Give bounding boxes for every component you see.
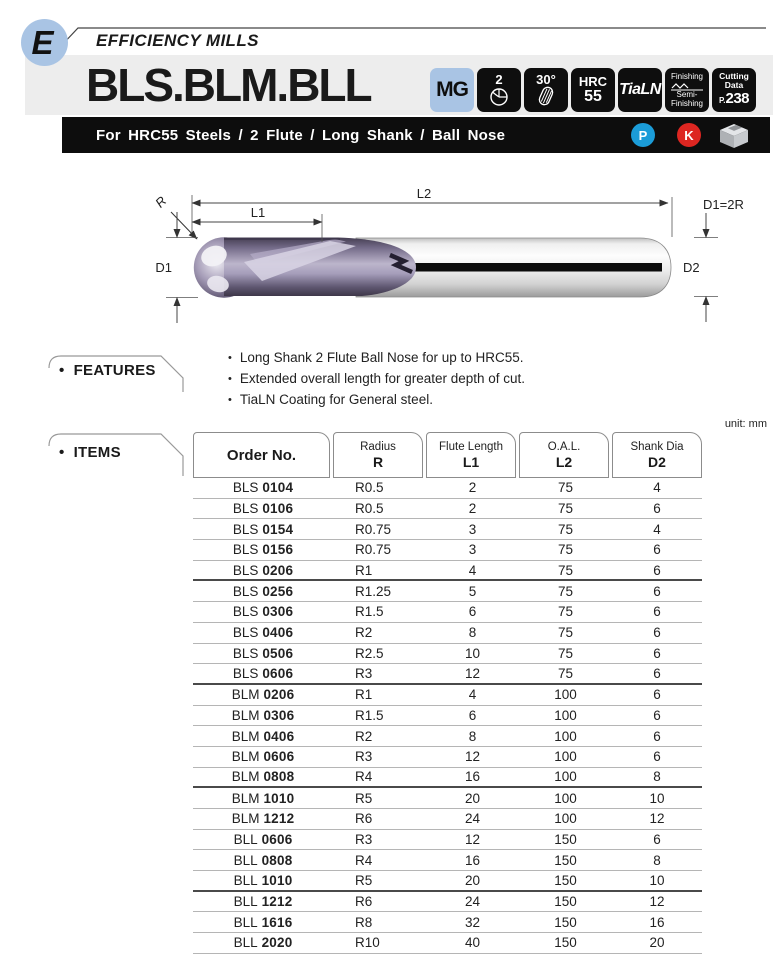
- table-row: [193, 623, 702, 644]
- material-p-icon: [631, 123, 655, 147]
- badge-hardness: [571, 68, 615, 112]
- oal-cell: 100: [554, 707, 577, 723]
- badge-mg: [430, 68, 474, 112]
- items-table: [193, 432, 702, 954]
- order-no-cell: BLM 0206: [231, 687, 295, 703]
- order-no-cell: BLL 1010: [233, 872, 293, 888]
- dim-label-d1: D1: [155, 260, 172, 275]
- table-row: [193, 830, 702, 851]
- unit-note: unit: mm: [724, 418, 767, 430]
- order-no-cell: BLM 0606: [231, 749, 295, 765]
- oal-cell: 150: [554, 914, 577, 930]
- table-row: [193, 664, 702, 685]
- order-no-cell: BLM 1212: [231, 811, 295, 827]
- helix-icon: [535, 86, 557, 107]
- shank-dia-cell: 6: [653, 728, 661, 744]
- table-header-row: [193, 432, 702, 478]
- flute-length-cell: 20: [464, 872, 481, 888]
- order-no-cell: BLM 0808: [231, 769, 295, 785]
- dim-label-l1: L1: [250, 205, 266, 220]
- flute-length-cell: 20: [464, 790, 481, 806]
- column-header-shank_dia: Shank Dia D2: [612, 432, 702, 478]
- items-section-tab: [45, 426, 187, 476]
- flute-length-cell: 12: [464, 832, 481, 848]
- radius-cell: R4: [355, 852, 373, 868]
- spec-badges: [430, 68, 756, 112]
- shank-dia-cell: 6: [653, 749, 661, 765]
- features-bullet: •: [59, 362, 65, 379]
- table-row: [193, 809, 702, 830]
- badge-mg-label: MG: [436, 78, 468, 101]
- workpiece-cube-icon: [713, 122, 753, 149]
- table-body: [193, 478, 702, 954]
- radius-cell: R1: [355, 562, 373, 578]
- shank-dia-cell: 6: [653, 542, 661, 558]
- flute-length-cell: 8: [468, 625, 477, 641]
- radius-cell: R1.25: [355, 583, 392, 599]
- flute-length-cell: 2: [468, 501, 477, 517]
- order-no-cell: BLS 0506: [232, 645, 294, 661]
- order-no-cell: BLL 0808: [233, 852, 293, 868]
- material-p-label: P: [638, 127, 648, 143]
- flute-length-cell: 10: [464, 645, 481, 661]
- order-no-cell: BLS 0106: [232, 501, 294, 517]
- oal-cell: 100: [554, 728, 577, 744]
- table-row: [193, 912, 702, 933]
- product-code: BLS.BLM.BLL: [86, 59, 371, 111]
- oal-cell: 75: [557, 521, 574, 537]
- subtitle-bar: [62, 117, 770, 153]
- finishing-top-label: Finishing: [670, 72, 703, 81]
- material-k-label: K: [684, 127, 694, 143]
- order-no-cell: BLL 1212: [233, 894, 293, 910]
- cutting-page-prefix: P.: [718, 96, 726, 105]
- shank-dia-cell: 12: [649, 894, 665, 910]
- table-row: [193, 561, 702, 582]
- dim-note-d1-2r: D1=2R: [703, 197, 744, 212]
- shank-dia-cell: 12: [649, 811, 665, 827]
- features-list: [228, 348, 525, 411]
- flute-length-cell: 16: [464, 852, 481, 868]
- radius-cell: R1.5: [355, 707, 384, 723]
- radius-cell: R2: [355, 625, 373, 641]
- cutting-page-number: 238: [725, 90, 750, 107]
- oal-cell: 75: [557, 625, 574, 641]
- helix-angle-label: 30°: [536, 72, 556, 87]
- oal-cell: 150: [554, 852, 577, 868]
- table-row: [193, 788, 702, 809]
- oal-cell: 75: [557, 666, 574, 682]
- order-no-cell: BLL 2020: [233, 935, 293, 951]
- subtitle-text: For HRC55 Steels / 2 Flute / Long Shank / Ball Nose: [96, 126, 506, 144]
- badge-coating: [618, 68, 662, 112]
- order-no-cell: BLS 0256: [232, 583, 294, 599]
- table-row: [193, 540, 702, 561]
- oal-cell: 75: [557, 583, 574, 599]
- oal-cell: 75: [557, 501, 574, 517]
- column-header-radius: Radius R: [333, 432, 423, 478]
- features-heading: FEATURES: [73, 362, 156, 379]
- column-header-flute_length: Flute Length L1: [426, 432, 516, 478]
- items-heading: ITEMS: [73, 444, 121, 461]
- items-bullet: •: [59, 444, 65, 461]
- badge-helix-angle: [524, 68, 568, 112]
- oal-cell: 75: [557, 542, 574, 558]
- flute-length-cell: 32: [464, 914, 481, 930]
- table-row: [193, 685, 702, 706]
- radius-cell: R6: [355, 811, 373, 827]
- shank-dia-cell: 6: [653, 832, 661, 848]
- oal-cell: 150: [554, 894, 577, 910]
- shank-dia-cell: 10: [649, 790, 665, 806]
- oal-cell: 150: [554, 935, 577, 951]
- cutting-data-mid: Data: [724, 80, 744, 90]
- features-section-tab: [45, 348, 187, 392]
- table-row: [193, 478, 702, 499]
- coating-label: TiaLN: [619, 81, 661, 98]
- feature-item: • Extended overall length for greater depth of cut.: [228, 369, 525, 390]
- radius-cell: R0.5: [355, 501, 384, 517]
- order-no-cell: BLS 0206: [232, 562, 294, 578]
- table-row: [193, 726, 702, 747]
- hardness-bottom: 55: [584, 88, 602, 105]
- table-row: [193, 706, 702, 727]
- flute-length-cell: 24: [464, 811, 481, 827]
- oal-cell: 75: [557, 480, 574, 496]
- radius-cell: R3: [355, 832, 373, 848]
- radius-cell: R1: [355, 687, 373, 703]
- radius-cell: R5: [355, 790, 373, 806]
- shank-dia-cell: 6: [653, 583, 661, 599]
- radius-cell: R10: [355, 935, 380, 951]
- oal-cell: 100: [554, 769, 577, 785]
- shank-dia-cell: 6: [653, 625, 661, 641]
- flute-length-cell: 6: [468, 707, 477, 723]
- radius-cell: R2.5: [355, 645, 384, 661]
- flute-length-cell: 4: [468, 687, 477, 703]
- dim-label-r: R: [152, 193, 170, 211]
- table-row: [193, 850, 702, 871]
- table-row: [193, 747, 702, 768]
- shank-dia-cell: 6: [653, 666, 661, 682]
- flute-count-label: 2: [495, 72, 503, 87]
- column-header-oal: O.A.L. L2: [519, 432, 609, 478]
- shank-dia-cell: 4: [653, 480, 661, 496]
- table-row: [193, 933, 702, 954]
- badge-cutting-data: [712, 68, 756, 112]
- tool-diagram: [0, 160, 773, 342]
- hardness-top: HRC: [578, 74, 608, 89]
- shank-dia-cell: 6: [653, 707, 661, 723]
- feature-item: • TiaLN Coating for General steel.: [228, 390, 525, 411]
- dim-label-l2: L2: [416, 186, 432, 201]
- dim-label-d2: D2: [683, 260, 700, 275]
- shank-dia-cell: 6: [653, 645, 661, 661]
- section-letter: E: [31, 23, 54, 61]
- radius-cell: R0.5: [355, 480, 384, 496]
- table-row: [193, 892, 702, 913]
- oal-cell: 100: [554, 790, 577, 806]
- oal-cell: 150: [554, 872, 577, 888]
- flute-length-cell: 24: [464, 894, 481, 910]
- badge-flute-count: [477, 68, 521, 112]
- order-no-cell: BLM 0406: [231, 728, 295, 744]
- flute-length-cell: 4: [468, 562, 477, 578]
- flute-length-cell: 8: [468, 728, 477, 744]
- shank-dia-cell: 8: [653, 852, 661, 868]
- radius-cell: R2: [355, 728, 373, 744]
- finishing-bottom-label: Semi-Finishing: [670, 90, 703, 108]
- radius-cell: R0.75: [355, 521, 392, 537]
- radius-cell: R6: [355, 894, 373, 910]
- order-no-cell: BLS 0306: [232, 604, 294, 620]
- oal-cell: 100: [554, 811, 577, 827]
- shank-dia-cell: 6: [653, 604, 661, 620]
- material-k-icon: [677, 123, 701, 147]
- flute-length-cell: 12: [464, 749, 481, 765]
- table-row: [193, 602, 702, 623]
- flute-length-cell: 5: [468, 583, 477, 599]
- radius-cell: R5: [355, 872, 373, 888]
- oal-cell: 75: [557, 562, 574, 578]
- table-row: [193, 581, 702, 602]
- oal-cell: 100: [554, 749, 577, 765]
- oal-cell: 150: [554, 832, 577, 848]
- flute-length-cell: 3: [468, 542, 477, 558]
- flute-end-view-icon: [488, 86, 510, 107]
- flute-length-cell: 3: [468, 521, 477, 537]
- radius-cell: R3: [355, 749, 373, 765]
- cutting-data-top: Cutting: [719, 71, 749, 81]
- radius-cell: R0.75: [355, 542, 392, 558]
- table-row: [193, 519, 702, 540]
- order-no-cell: BLL 1616: [233, 914, 293, 930]
- section-title: EFFICIENCY MILLS: [96, 31, 259, 50]
- flute-length-cell: 16: [464, 769, 481, 785]
- shank-dia-cell: 20: [649, 935, 665, 951]
- radius-cell: R3: [355, 666, 373, 682]
- column-header-order: Order No.: [193, 432, 330, 478]
- order-no-cell: BLM 0306: [231, 707, 295, 723]
- table-row: [193, 871, 702, 892]
- badge-finishing: [665, 68, 709, 112]
- shank-dia-cell: 6: [653, 501, 661, 517]
- order-no-cell: BLS 0104: [232, 480, 294, 496]
- section-letter-logo: [21, 19, 68, 66]
- oal-cell: 75: [557, 645, 574, 661]
- shank-dia-cell: 16: [649, 914, 665, 930]
- oal-cell: 100: [554, 687, 577, 703]
- order-no-cell: BLS 0606: [232, 666, 294, 682]
- table-row: [193, 768, 702, 789]
- flute-length-cell: 40: [464, 935, 481, 951]
- order-no-cell: BLL 0606: [233, 832, 293, 848]
- radius-cell: R1.5: [355, 604, 384, 620]
- feature-item: • Long Shank 2 Flute Ball Nose for up to HRC55.: [228, 348, 525, 369]
- table-row: [193, 644, 702, 665]
- order-no-cell: BLS 0156: [232, 542, 294, 558]
- flute-length-cell: 2: [468, 480, 477, 496]
- table-row: [193, 499, 702, 520]
- radius-cell: R4: [355, 769, 373, 785]
- radius-cell: R8: [355, 914, 373, 930]
- flute-length-cell: 12: [464, 666, 481, 682]
- shank-dia-cell: 10: [649, 872, 665, 888]
- shank-dia-cell: 4: [653, 521, 661, 537]
- order-no-cell: BLM 1010: [231, 790, 295, 806]
- order-no-cell: BLS 0406: [232, 625, 294, 641]
- oal-cell: 75: [557, 604, 574, 620]
- shank-dia-cell: 6: [653, 687, 661, 703]
- order-no-cell: BLS 0154: [232, 521, 294, 537]
- shank-dia-cell: 6: [653, 562, 661, 578]
- flute-length-cell: 6: [468, 604, 477, 620]
- shank-dia-cell: 8: [653, 769, 661, 785]
